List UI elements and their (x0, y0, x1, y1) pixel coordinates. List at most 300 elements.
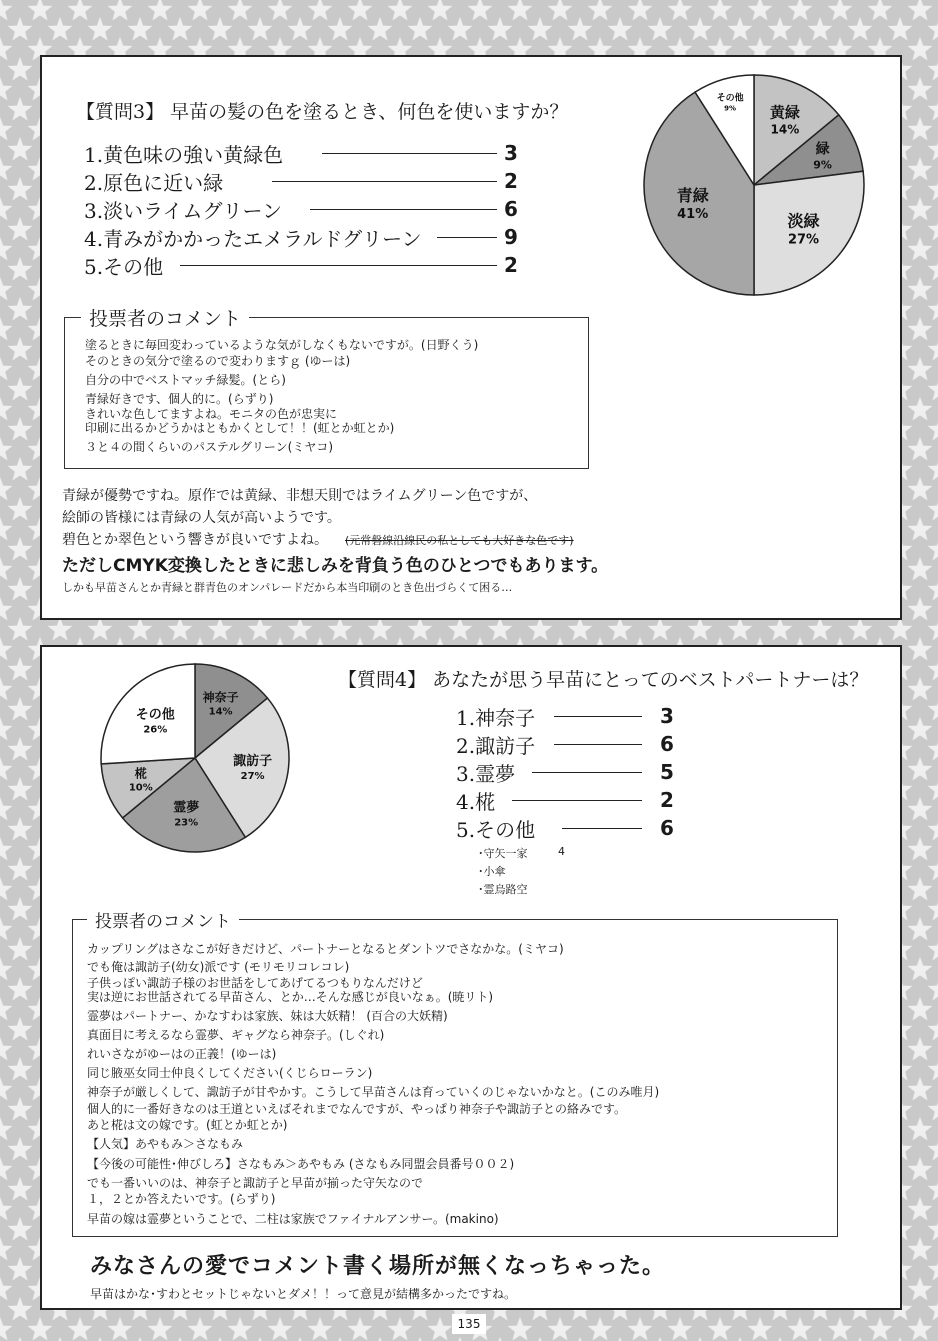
star-decoration (8, 617, 33, 641)
star-decoration (48, 617, 73, 641)
q4-pie-chart (80, 660, 320, 870)
star-decoration (928, 817, 938, 841)
q4-comment-line: でも一番いいのは、神奈子と諏訪子と早苗が揃った守矢なので (87, 1176, 424, 1190)
star-decoration (148, 1317, 173, 1341)
q3-option-5: 5.その他 (84, 255, 164, 279)
star-decoration (908, 317, 933, 341)
star-decoration (288, 17, 313, 41)
q4-option-4-leader (512, 800, 642, 801)
star-decoration (588, 1317, 613, 1341)
star-decoration (408, 617, 433, 641)
page-number: 135 (452, 1314, 486, 1334)
star-decoration (928, 977, 938, 1001)
star-decoration (908, 1237, 933, 1261)
star-decoration (168, 17, 193, 41)
star-decoration (8, 1217, 33, 1241)
star-decoration (28, 0, 53, 21)
star-decoration (908, 597, 933, 621)
star-decoration (688, 17, 713, 41)
star-decoration (908, 917, 933, 941)
star-decoration (888, 617, 913, 641)
q4-comment-line: 【今後の可能性･伸びしろ】さなもみ＞あやもみ (さなもみ同盟会員番号００２) (87, 1157, 515, 1171)
star-decoration (0, 517, 12, 541)
q4-option-4: 4.椛 (456, 790, 496, 814)
star-decoration (808, 617, 833, 641)
star-decoration (108, 0, 133, 21)
star-decoration (0, 1277, 12, 1301)
star-decoration (608, 17, 633, 41)
q3-bold-note: ただしCMYK変換したときに悲しみを背負う色のひとつでもあります。 (62, 556, 609, 576)
star-decoration (128, 1337, 153, 1341)
q4-option-1-leader (554, 716, 642, 717)
star-decoration (388, 1317, 413, 1341)
star-decoration (8, 1297, 33, 1321)
star-decoration (908, 1037, 933, 1061)
star-decoration (8, 577, 33, 601)
star-decoration (908, 437, 933, 461)
star-decoration (928, 937, 938, 961)
star-decoration (408, 17, 433, 41)
q3-pie-chart (634, 70, 874, 300)
star-decoration (928, 1057, 938, 1081)
star-decoration (8, 897, 33, 921)
star-decoration (908, 797, 933, 821)
star-decoration (8, 417, 33, 441)
q4-comment-line: 子供っぽい諏訪子様のお世話をしてあげてるつもりなんだけど (87, 976, 423, 990)
q4-comment-title: 投票者のコメント (87, 907, 239, 932)
star-decoration (908, 517, 933, 541)
star-decoration (0, 1037, 12, 1061)
star-decoration (8, 857, 33, 881)
star-decoration (8, 817, 33, 841)
q4-comment-line: でも俺は諏訪子(幼女)派です (モリモリコレコレ) (87, 960, 350, 974)
star-decoration (68, 0, 93, 21)
star-decoration (148, 0, 173, 21)
q4-comment-box (72, 912, 838, 1237)
q3-option-1: 1.黄色味の強い黄緑色 (84, 143, 284, 167)
star-decoration (688, 617, 713, 641)
q3-option-5-leader (180, 265, 497, 266)
star-decoration (0, 317, 12, 341)
q3-option-2-leader (272, 181, 497, 182)
pie-value-label: 9% (813, 158, 832, 172)
pie-value-label: 10% (128, 782, 153, 794)
star-decoration (928, 577, 938, 601)
star-decoration (0, 477, 12, 501)
star-decoration (8, 937, 33, 961)
star-decoration (0, 357, 12, 381)
star-decoration (928, 97, 938, 121)
star-decoration (8, 1257, 33, 1281)
star-decoration (8, 537, 33, 561)
star-decoration (768, 17, 793, 41)
star-decoration (0, 1157, 12, 1181)
star-decoration (788, 0, 813, 21)
star-decoration (908, 277, 933, 301)
q3-option-5-count: 2 (504, 253, 518, 277)
q3-comment-line: ３と４の間くらいのパステルグリーン(ミヤコ) (85, 440, 334, 454)
star-decoration (28, 1317, 53, 1341)
pie-category-label: 黄緑 (769, 103, 800, 122)
star-decoration (348, 0, 373, 21)
pie-category-label: 淡緑 (787, 211, 820, 231)
star-decoration (0, 157, 12, 181)
star-decoration (908, 397, 933, 421)
star-decoration (768, 617, 793, 641)
star-decoration (228, 1317, 253, 1341)
q4-comment-line: 霊夢はパートナー、かなすわは家族、妹は大妖精！ (百合の大妖精) (87, 1009, 448, 1023)
star-decoration (488, 617, 513, 641)
star-decoration (128, 17, 153, 41)
star-decoration (928, 737, 938, 761)
star-decoration (0, 837, 12, 861)
pie-category-label: 諏訪子 (233, 754, 273, 770)
star-decoration (68, 1317, 93, 1341)
star-decoration (368, 617, 393, 641)
q4-option-5-leader (562, 828, 642, 829)
star-decoration (0, 677, 12, 701)
star-decoration (388, 0, 413, 21)
star-decoration (928, 377, 938, 401)
q3-comment-line: 青緑好きです、個人的に。(らずり) (85, 392, 274, 406)
star-decoration (928, 257, 938, 281)
q4-option-1-count: 3 (660, 704, 674, 728)
star-decoration (8, 297, 33, 321)
q3-option-4: 4.青みがかかったエメラルドグリーン (84, 227, 422, 251)
star-decoration (828, 0, 853, 21)
star-decoration (368, 17, 393, 41)
star-decoration (0, 757, 12, 781)
q3-comment-line: 印刷に出るかどうかはともかくとして！！(虹とか虹とか) (85, 421, 395, 435)
star-decoration (748, 0, 773, 21)
star-decoration (908, 717, 933, 741)
q4-comment-line: 【人気】あやもみ＞さなもみ (87, 1137, 244, 1151)
q3-summary-line: 青緑が優勢ですね。原作では黄緑、非想天則ではライムグリーン色ですが、 (62, 488, 538, 504)
q3-summary-line: 碧色とか翠色という響きが良いですよね。 (62, 532, 328, 548)
star-decoration (0, 557, 12, 581)
star-decoration (608, 1337, 633, 1341)
question-4-title: 【質問4】 あなたが思う早苗にとってのベストパートナーは？ (338, 669, 869, 691)
q4-option-3-leader (532, 772, 642, 773)
star-decoration (928, 1177, 938, 1201)
star-decoration (8, 257, 33, 281)
star-decoration (928, 537, 938, 561)
star-decoration (928, 697, 938, 721)
star-decoration (908, 757, 933, 781)
star-decoration (268, 1317, 293, 1341)
q3-option-4-leader (437, 237, 497, 238)
star-decoration (0, 877, 12, 901)
star-decoration (908, 477, 933, 501)
q3-option-3-leader (310, 209, 497, 210)
star-decoration (928, 1257, 938, 1281)
star-decoration (8, 97, 33, 121)
star-decoration (928, 57, 938, 81)
q3-option-3: 3.淡いライムグリーン (84, 199, 283, 223)
q4-option-5-count: 6 (660, 816, 674, 840)
q3-strikethrough-note: (元常磐線沿線民の私としても大好きな色です) (345, 534, 574, 547)
star-decoration (688, 1337, 713, 1341)
star-decoration (0, 597, 12, 621)
star-decoration (928, 217, 938, 241)
star-decoration (8, 737, 33, 761)
star-decoration (468, 0, 493, 21)
star-decoration (448, 17, 473, 41)
star-decoration (488, 1337, 513, 1341)
star-decoration (928, 1297, 938, 1321)
q4-comment-line: カップリングはさなこが好きだけど、パートナーとなるとダントツでさなかな。(ミヤコ) (87, 942, 564, 956)
pie-category-label: その他 (135, 707, 175, 723)
star-decoration (0, 717, 12, 741)
star-decoration (8, 697, 33, 721)
pie-category-label: 青緑 (676, 185, 709, 205)
star-decoration (0, 197, 12, 221)
star-decoration (908, 357, 933, 381)
star-decoration (908, 197, 933, 221)
star-decoration (648, 1337, 673, 1341)
question-4-panel (40, 645, 902, 1310)
star-decoration (928, 177, 938, 201)
star-decoration (728, 617, 753, 641)
star-decoration (628, 1317, 653, 1341)
q4-comment-line: 個人的に一番好きなのは王道といえばそれまでなんですが、やっぱり神奈子や諏訪子との絡みです。 (87, 1102, 627, 1116)
star-decoration (728, 1337, 753, 1341)
star-decoration (848, 17, 873, 41)
q3-comment-title: 投票者のコメント (81, 304, 249, 331)
star-decoration (168, 617, 193, 641)
star-decoration (568, 1337, 593, 1341)
star-decoration (428, 1317, 453, 1341)
q4-other-item-count: 4 (558, 845, 565, 858)
star-decoration (188, 1317, 213, 1341)
pie-value-label: 41% (677, 206, 709, 222)
q4-option-1: 1.神奈子 (456, 706, 536, 730)
star-decoration (588, 0, 613, 21)
q3-small-note: しかも早苗さんとか青緑と群青色のオンパレードだから本当印刷のとき色出づらくて困る… (62, 581, 513, 594)
star-decoration (908, 157, 933, 181)
q4-option-3: 3.霊夢 (456, 762, 516, 786)
q3-comment-line: そのときの気分で塗るので変わりますｇ (ゆーは) (85, 354, 351, 368)
star-decoration (248, 17, 273, 41)
star-decoration (908, 1317, 933, 1341)
q3-summary-line: 絵師の皆様には青緑の人気が高いようです。 (62, 510, 341, 526)
star-decoration (928, 1337, 938, 1341)
star-decoration (508, 0, 533, 21)
q3-comment-line: 自分の中でベストマッチ緑髪。(とら) (85, 373, 286, 387)
star-decoration (908, 117, 933, 141)
star-decoration (8, 657, 33, 681)
pie-value-label: 23% (174, 817, 199, 829)
star-decoration (0, 437, 12, 461)
star-decoration (0, 797, 12, 821)
star-decoration (328, 17, 353, 41)
star-decoration (508, 1317, 533, 1341)
star-decoration (168, 1337, 193, 1341)
pie-value-label: 26% (143, 724, 168, 736)
star-decoration (488, 17, 513, 41)
star-decoration (8, 457, 33, 481)
star-decoration (0, 1237, 12, 1261)
star-decoration (348, 1317, 373, 1341)
star-decoration (908, 997, 933, 1021)
star-decoration (8, 1177, 33, 1201)
star-decoration (868, 0, 893, 21)
star-decoration (8, 17, 33, 41)
star-decoration (568, 617, 593, 641)
pie-value-label: 27% (240, 771, 265, 783)
star-decoration (928, 297, 938, 321)
star-decoration (208, 1337, 233, 1341)
star-decoration (408, 1337, 433, 1341)
question-3-title: 【質問3】 早苗の髪の色を塗るとき、何色を使いますか？ (76, 101, 569, 123)
star-decoration (768, 1337, 793, 1341)
star-decoration (0, 1117, 12, 1141)
star-decoration (808, 1337, 833, 1341)
star-decoration (0, 1317, 12, 1341)
star-decoration (288, 617, 313, 641)
star-decoration (908, 1277, 933, 1301)
q4-comment-line: 実は逆にお世話されてる早苗さん、とか…そんな感じが良いなぁ。(暁リト) (87, 990, 494, 1004)
q3-option-2-count: 2 (504, 169, 518, 193)
star-decoration (288, 1337, 313, 1341)
star-decoration (848, 617, 873, 641)
q4-small-note: 早苗はかな･すわとセットじゃないとダメ！！って意見が結構多かったですね。 (90, 1287, 517, 1301)
star-decoration (8, 497, 33, 521)
q4-comment-line: 神奈子が厳しくして、諏訪子が甘やかす。こうして早苗さんは育っていくのじゃないかなと。(このみ唯月) (87, 1085, 660, 1099)
star-decoration (8, 57, 33, 81)
star-decoration (868, 1317, 893, 1341)
star-decoration (0, 237, 12, 261)
star-decoration (188, 0, 213, 21)
q3-option-1-count: 3 (504, 141, 518, 165)
q4-comment-line: あと椛は文の嫁です。(虹とか虹とか) (87, 1118, 288, 1132)
star-decoration (8, 977, 33, 1001)
q3-option-1-leader (322, 153, 497, 154)
star-decoration (548, 1317, 573, 1341)
star-decoration (908, 0, 933, 21)
question-3-panel (40, 55, 902, 620)
star-decoration (8, 217, 33, 241)
star-decoration (8, 1017, 33, 1041)
star-decoration (928, 457, 938, 481)
star-decoration (928, 497, 938, 521)
star-decoration (328, 617, 353, 641)
star-decoration (0, 917, 12, 941)
star-decoration (908, 557, 933, 581)
q4-option-2-count: 6 (660, 732, 674, 756)
star-decoration (928, 657, 938, 681)
q4-option-4-count: 2 (660, 788, 674, 812)
q3-option-2: 2.原色に近い緑 (84, 171, 224, 195)
pie-category-label: 霊夢 (173, 800, 200, 816)
star-decoration (0, 0, 12, 21)
q4-comment-line: １，２とか答えたいです。(らずり) (87, 1192, 276, 1206)
q4-other-item: ･守矢一家 (478, 847, 528, 860)
star-decoration (748, 1317, 773, 1341)
star-decoration (0, 77, 12, 101)
q4-comment-line: 同じ腋巫女同士仲良くしてください(くじらローラン) (87, 1066, 373, 1080)
star-decoration (928, 417, 938, 441)
star-decoration (788, 1317, 813, 1341)
star-decoration (908, 837, 933, 861)
q4-other-item: ･霊烏路空 (478, 883, 528, 896)
q4-comment-line: 早苗の嫁は霊夢ということで、二柱は家族でファイナルアンサー。(makino) (87, 1212, 499, 1226)
star-decoration (908, 877, 933, 901)
q3-comment-line: 塗るときに毎回変わっているような気がしなくもないですが。(日野くう) (85, 338, 479, 352)
star-decoration (908, 957, 933, 981)
star-decoration (708, 1317, 733, 1341)
star-decoration (928, 1017, 938, 1041)
star-decoration (8, 1337, 33, 1341)
star-decoration (0, 997, 12, 1021)
star-decoration (928, 857, 938, 881)
star-decoration (548, 0, 573, 21)
star-decoration (448, 1337, 473, 1341)
star-decoration (608, 617, 633, 641)
star-decoration (88, 1337, 113, 1341)
star-decoration (8, 777, 33, 801)
star-decoration (228, 0, 253, 21)
star-decoration (848, 1337, 873, 1341)
pie-value-label: 9% (724, 104, 737, 113)
star-decoration (628, 0, 653, 21)
pie-value-label: 14% (770, 122, 800, 137)
star-decoration (928, 1217, 938, 1241)
star-decoration (0, 637, 12, 661)
star-decoration (668, 1317, 693, 1341)
star-decoration (668, 0, 693, 21)
pie-value-label: 27% (787, 232, 820, 248)
q3-comment-line: きれいな色してますよね。モニタの色が忠実に (85, 407, 338, 421)
star-decoration (528, 1337, 553, 1341)
star-decoration (8, 177, 33, 201)
pie-category-label: その他 (716, 93, 744, 104)
star-decoration (268, 0, 293, 21)
q4-option-5: 5.その他 (456, 818, 536, 842)
star-decoration (928, 777, 938, 801)
star-decoration (908, 1197, 933, 1221)
star-decoration (728, 17, 753, 41)
star-decoration (928, 1137, 938, 1161)
star-decoration (528, 617, 553, 641)
star-decoration (368, 1337, 393, 1341)
star-decoration (248, 617, 273, 641)
q4-comment-line: 真面目に考えるなら霊夢、ギャグなら神奈子。(しぐれ) (87, 1028, 385, 1042)
star-decoration (428, 0, 453, 21)
star-decoration (708, 0, 733, 21)
star-decoration (908, 237, 933, 261)
q4-comment-line: れいさながゆーはの正義！(ゆーは) (87, 1047, 277, 1061)
star-decoration (0, 277, 12, 301)
star-decoration (808, 17, 833, 41)
star-decoration (128, 617, 153, 641)
star-decoration (888, 17, 913, 41)
q4-option-2-leader (554, 744, 642, 745)
star-decoration (0, 957, 12, 981)
q3-comment-box (64, 308, 589, 469)
star-decoration (928, 1097, 938, 1121)
star-decoration (888, 1337, 913, 1341)
pie-category-label: 神奈子 (202, 690, 239, 705)
star-decoration (568, 17, 593, 41)
star-decoration (48, 17, 73, 41)
star-decoration (828, 1317, 853, 1341)
star-decoration (208, 617, 233, 641)
star-decoration (928, 617, 938, 641)
star-decoration (908, 1117, 933, 1141)
star-decoration (528, 17, 553, 41)
star-decoration (908, 637, 933, 661)
